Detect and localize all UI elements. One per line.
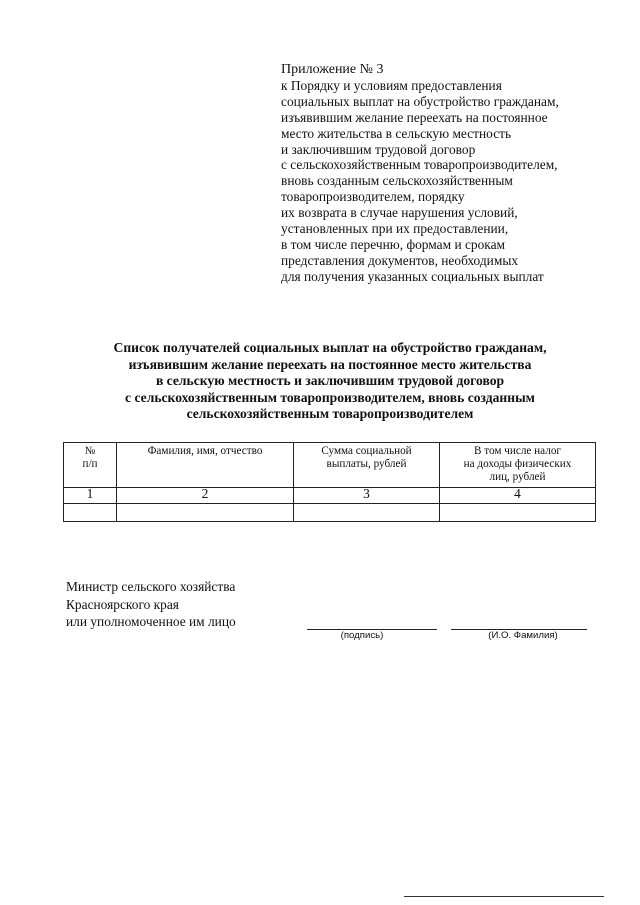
table-cell: [294, 504, 440, 522]
title-line: в сельскую местность и заключившим трудовой договор: [155, 373, 505, 389]
title-line: изъявившим желание переехать на постоянное место жительства: [128, 356, 532, 372]
header-payment-amount: Сумма социальной выплаты, рублей: [294, 443, 440, 488]
recipients-table: [63, 442, 596, 522]
appendix-line: изъявившим желание переехать на постоянное: [281, 109, 548, 125]
appendix-line: их возврата в случае нарушения условий,: [281, 205, 518, 221]
appendix-line: и заключившим трудовой договор: [281, 141, 476, 157]
appendix-line: к Порядку и условиям предоставления: [281, 77, 502, 93]
title-line: Список получателей социальных выплат на обустройство гражданам,: [113, 340, 547, 355]
table-row: [64, 504, 596, 522]
table-cell: [440, 504, 596, 522]
signature-caption: (подпись): [340, 630, 384, 641]
column-number: 4: [440, 488, 596, 504]
appendix-header: [281, 62, 601, 285]
appendix-line: социальных выплат на обустройство гражданам,: [281, 93, 559, 109]
table-column-numbers-row: [64, 488, 596, 504]
appendix-line: товаропроизводителем, порядку: [281, 189, 465, 205]
appendix-line: представления документов, необходимых: [281, 252, 519, 268]
column-number: 2: [117, 488, 294, 504]
signer-line: Красноярского края: [66, 596, 179, 612]
table-cell: [117, 504, 294, 522]
appendix-line: в том числе перечню, формам и срокам: [281, 236, 506, 252]
document-title: [60, 340, 600, 423]
signer-line: Министр сельского хозяйства: [66, 579, 236, 594]
appendix-line: установленных при их предоставлении,: [281, 221, 509, 237]
column-number: 1: [64, 488, 117, 504]
appendix-line: место жительства в сельскую местность: [281, 125, 512, 141]
name-caption: (И.О. Фамилия): [488, 630, 558, 641]
appendix-line: для получения указанных социальных выплат: [281, 268, 544, 284]
header-income-tax: В том числе налог на доходы физических лиц, рублей: [440, 443, 596, 488]
title-line: сельскохозяйственным товаропроизводителем: [186, 406, 474, 422]
appendix-line: вновь созданным сельскохозяйственным: [281, 173, 513, 189]
table-header-row: [64, 443, 596, 488]
signer-block: [66, 578, 236, 631]
signer-line: или уполномоченное им лицо: [66, 614, 236, 629]
header-number: № п/п: [64, 443, 117, 488]
appendix-line: Приложение № 3: [281, 62, 384, 77]
column-number: 3: [294, 488, 440, 504]
header-full-name: Фамилия, имя, отчество: [117, 443, 294, 488]
title-line: с сельскохозяйственным товаропроизводителем, вновь созданным: [125, 389, 535, 405]
appendix-line: с сельскохозяйственным товаропроизводителем,: [281, 157, 558, 173]
footer-divider: [404, 896, 604, 897]
table-cell: [64, 504, 117, 522]
